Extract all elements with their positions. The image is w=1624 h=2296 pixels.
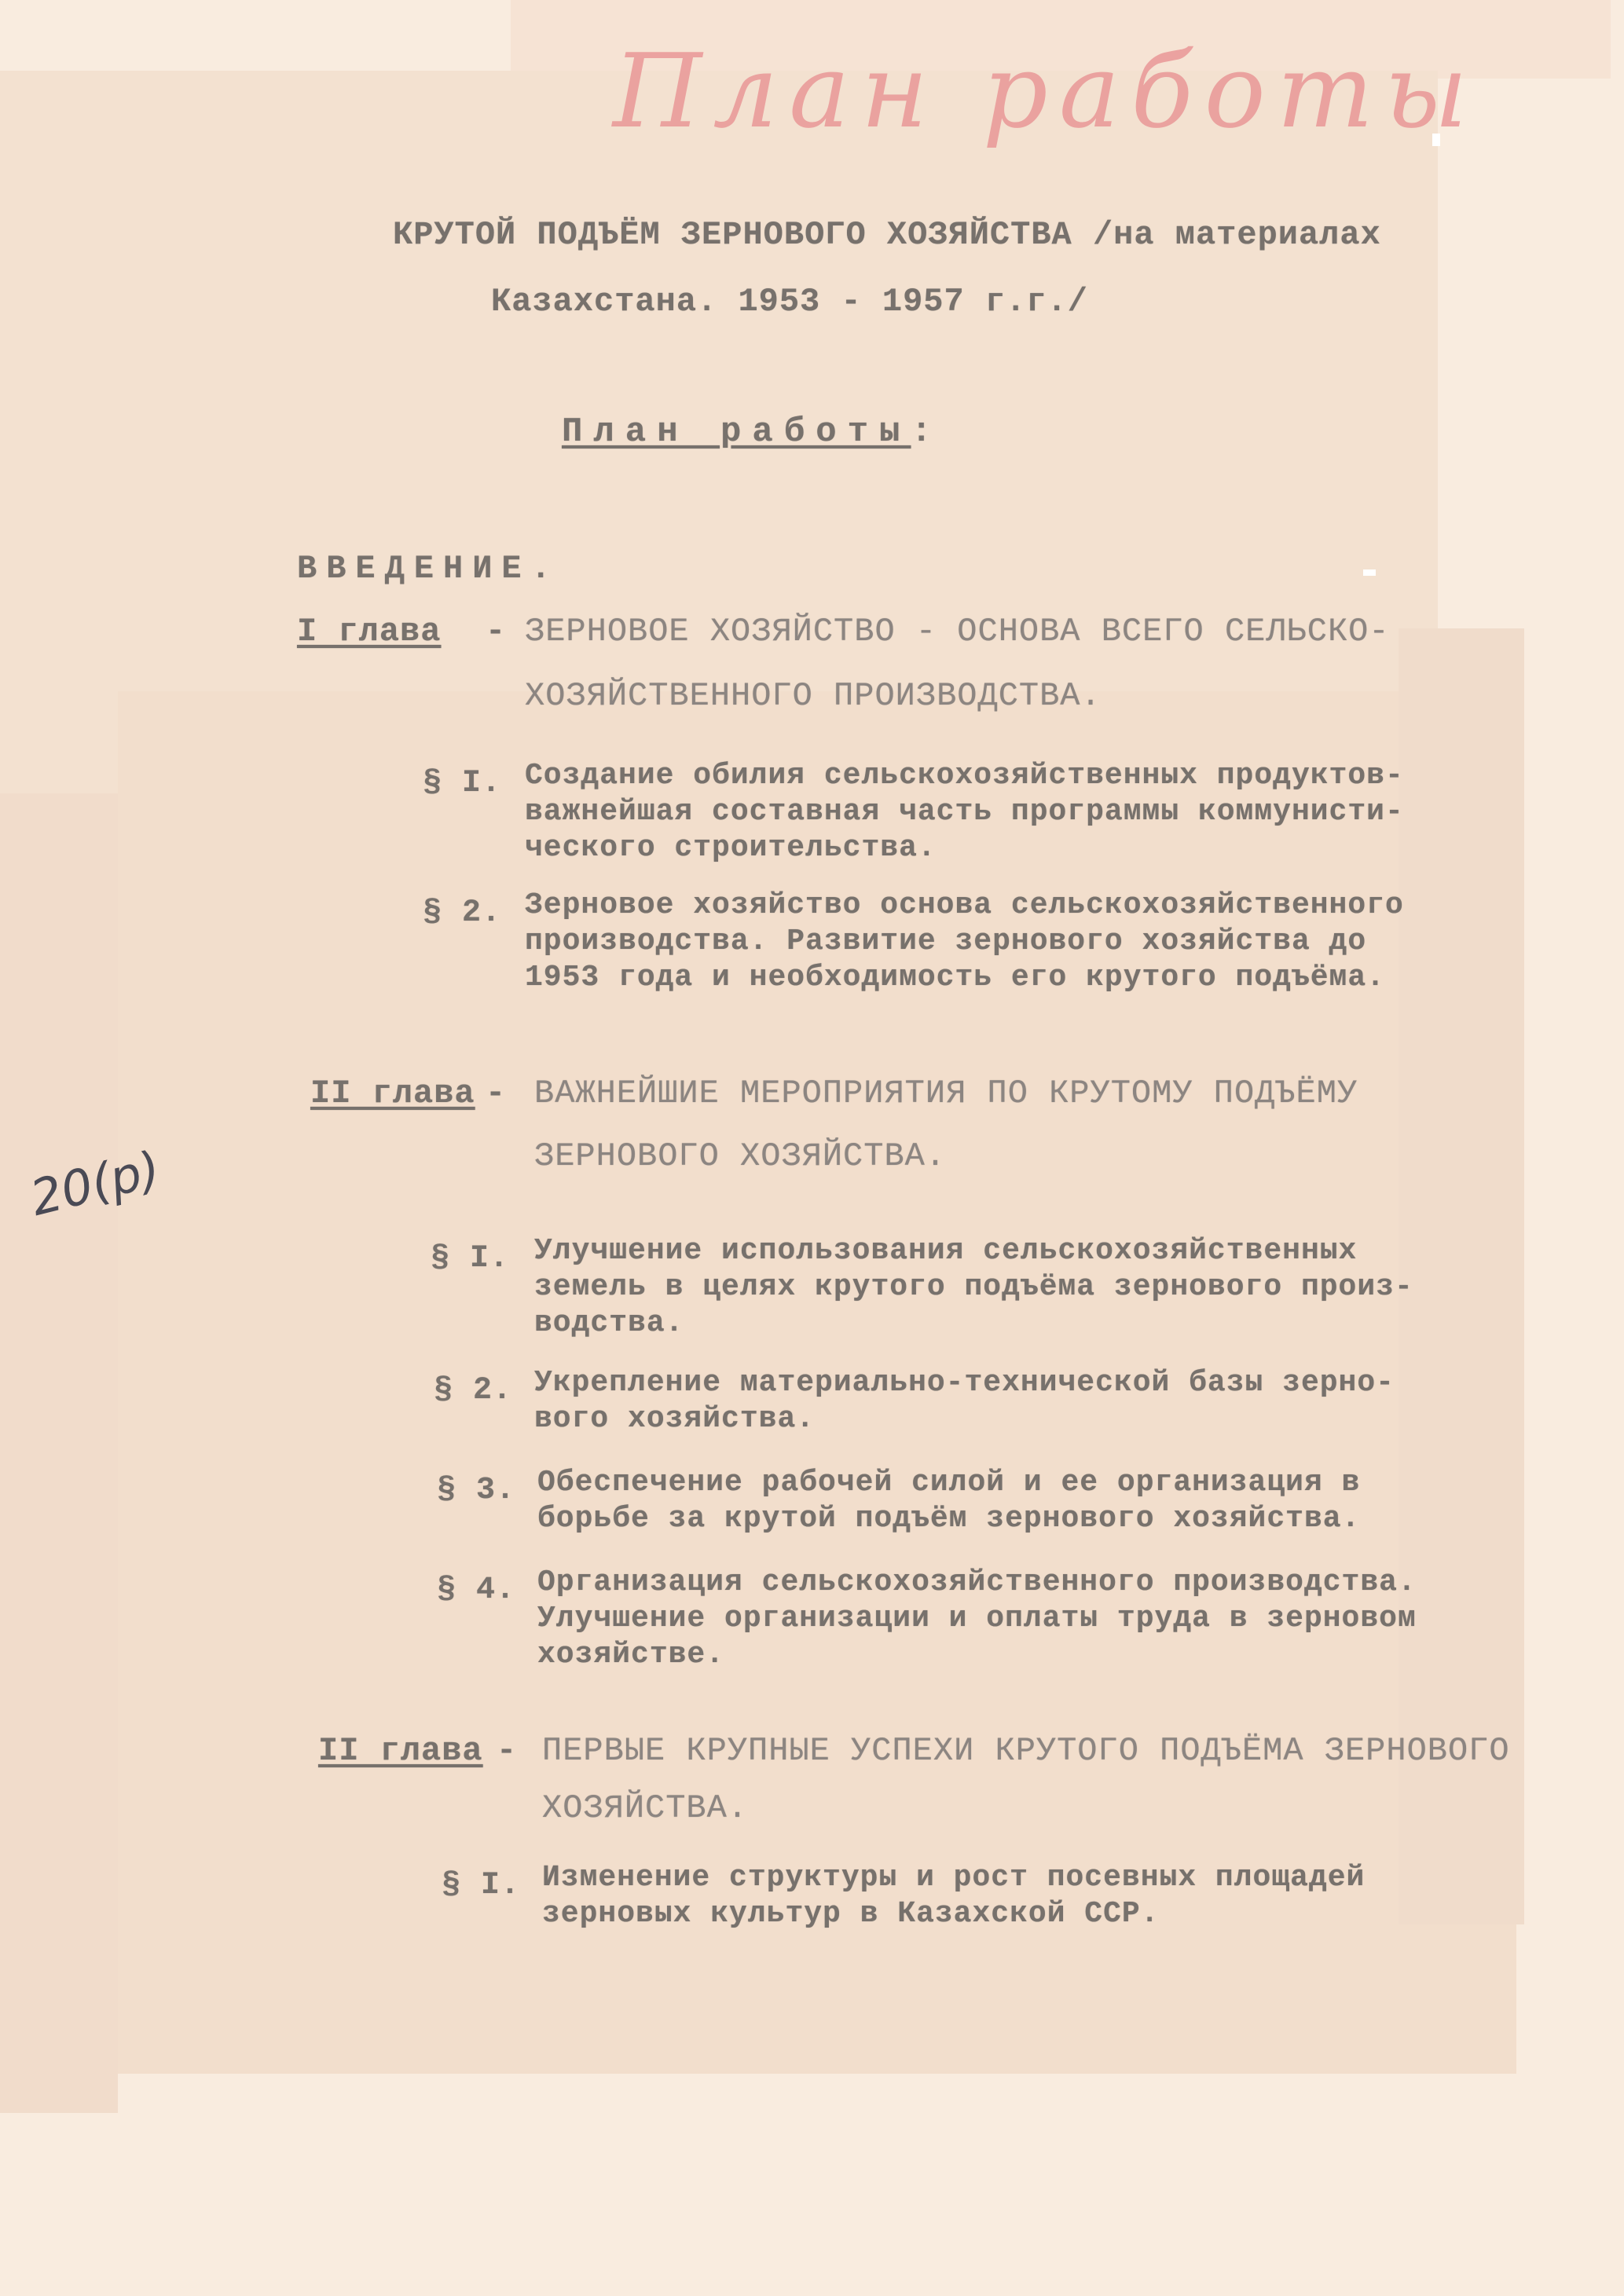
- section-line: Обеспечение рабочей силой и ее организация в: [537, 1466, 1361, 1500]
- section-number: § 2.: [434, 1373, 513, 1408]
- introduction-heading: ВВЕДЕНИЕ.: [297, 550, 560, 588]
- section-line: зерновых культур в Казахской ССР.: [542, 1897, 1160, 1931]
- handwritten-note: План работы: [613, 31, 1479, 151]
- chapter-title-line1: ВАЖНЕЙШИЕ МЕРОПРИЯТИЯ ПО КРУТОМУ ПОДЪЁМУ: [534, 1075, 1358, 1112]
- chapter-title-line2: ЗЕРНОВОГО ХОЗЯЙСТВА.: [534, 1137, 947, 1175]
- chapter-dash: -: [497, 1732, 518, 1770]
- chapter-label: II глава: [310, 1075, 475, 1112]
- chapter-dash: -: [486, 1075, 507, 1112]
- section-line: Зерновое хозяйство основа сельскохозяйственного: [525, 888, 1404, 922]
- scan-mark: [1363, 569, 1376, 576]
- section-text: [534, 1365, 1395, 1437]
- section-text: [525, 758, 1404, 866]
- section-text: [542, 1860, 1365, 1932]
- section-line: ческого строительства.: [525, 831, 937, 865]
- paper-patch-left: [0, 793, 118, 2113]
- subtitle-text: План работы: [562, 412, 911, 452]
- document-subtitle: [562, 412, 943, 452]
- section-line: хозяйстве.: [537, 1638, 725, 1672]
- section-text: [534, 1233, 1413, 1342]
- chapter-title-line1: ЗЕРНОВОЕ ХОЗЯЙСТВО - ОСНОВА ВСЕГО СЕЛЬСКО-: [525, 613, 1390, 650]
- section-number: § 3.: [437, 1473, 516, 1508]
- section-line: земель в целях крутого подъёма зернового произ-: [534, 1270, 1413, 1304]
- section-line: Организация сельскохозяйственного производства.: [537, 1565, 1417, 1599]
- section-line: 1953 года и необходимость его крутого подъёма.: [525, 961, 1385, 994]
- section-text: [525, 888, 1404, 996]
- archive-number: 20(р): [24, 1139, 166, 1228]
- section-line: Улучшение использования сельскохозяйственных: [534, 1234, 1358, 1268]
- section-line: борьбе за крутой подъём зернового хозяйства.: [537, 1502, 1361, 1536]
- section-line: важнейшая составная часть программы коммунисти-: [525, 795, 1404, 829]
- section-number: § I.: [431, 1241, 510, 1276]
- section-number: § I.: [442, 1868, 521, 1903]
- section-text: [537, 1465, 1360, 1537]
- paper-patch-right: [1399, 628, 1524, 1924]
- document-title-line2: Казахстана. 1953 - 1957 г.г./: [491, 283, 1088, 320]
- section-number: § 2.: [423, 895, 502, 931]
- chapter-label: I глава: [297, 613, 442, 650]
- section-line: Улучшение организации и оплаты труда в зерновом: [537, 1602, 1417, 1635]
- chapter-label: II глава: [318, 1732, 483, 1770]
- section-line: Создание обилия сельскохозяйственных продуктов-: [525, 759, 1404, 793]
- chapter-title-line1: ПЕРВЫЕ КРУПНЫЕ УСПЕХИ КРУТОГО ПОДЪЁМА ЗЕРНОВОГО: [542, 1732, 1510, 1770]
- section-line: Укрепление материально-технической базы зерно-: [534, 1366, 1395, 1400]
- document-title-line1: КРУТОЙ ПОДЪЁМ ЗЕРНОВОГО ХОЗЯЙСТВА /на материалах: [393, 216, 1381, 254]
- section-line: водства.: [534, 1306, 684, 1340]
- chapter-dash: -: [486, 613, 507, 650]
- subtitle-colon: :: [911, 412, 943, 452]
- chapter-title-line2: ХОЗЯЙСТВЕННОГО ПРОИЗВОДСТВА.: [525, 677, 1102, 715]
- section-line: производства. Развитие зернового хозяйства до: [525, 925, 1367, 958]
- section-text: [537, 1565, 1417, 1673]
- section-line: вого хозяйства.: [534, 1402, 816, 1436]
- section-number: § 4.: [437, 1573, 516, 1608]
- section-line: Изменение структуры и рост посевных площадей: [542, 1861, 1366, 1895]
- section-number: § I.: [423, 766, 502, 801]
- chapter-title-line2: ХОЗЯЙСТВА.: [542, 1789, 749, 1827]
